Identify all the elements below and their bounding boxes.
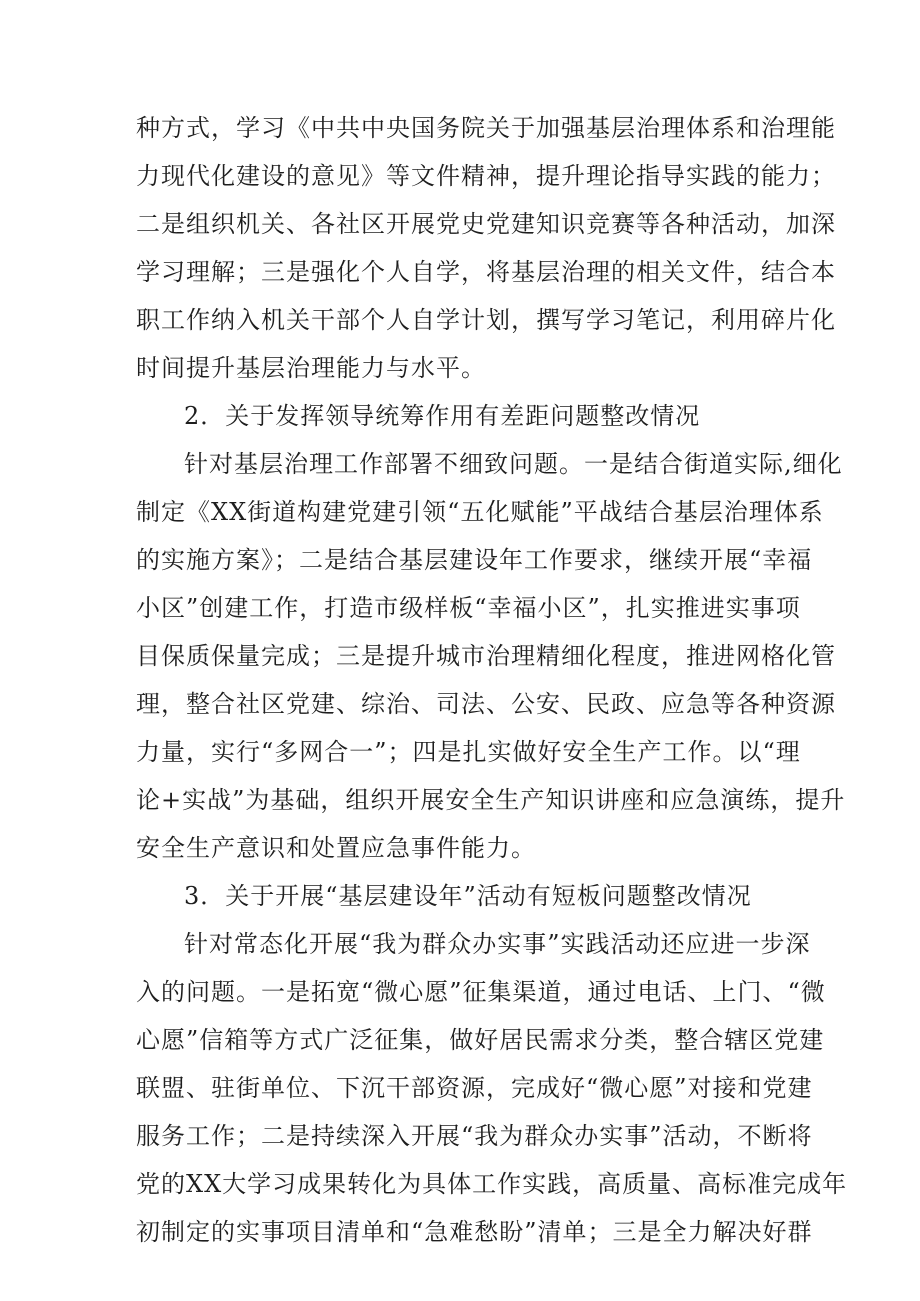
paragraph-3-line-4: 联盟、驻街单位、下沉干部资源，完成好“微心愿”对接和党建 xyxy=(136,1074,813,1102)
paragraph-2-line-4: 小区”创建工作，打造市级样板“幸福小区”，扎实推进实事项 xyxy=(136,594,801,622)
paragraph-2-line-7: 力量，实行“多网合一”；四是扎实做好安全生产工作。以“理 xyxy=(136,738,801,766)
paragraph-3-line-5: 服务工作；二是持续深入开展“我为群众办实事”活动，不断将 xyxy=(136,1122,813,1150)
paragraph-2-line-8: 论+实战”为基础，组织开展安全生产知识讲座和应急演练，提升 xyxy=(136,786,846,814)
paragraph-1-line-5: 职工作纳入机关干部个人自学计划，撰写学习笔记，利用碎片化 xyxy=(136,306,836,334)
paragraph-1-line-2: 力现代化建设的意见》等文件精神，提升理论指导实践的能力； xyxy=(136,162,836,190)
section-heading-2: 2．关于发挥领导统筹作用有差距问题整改情况 xyxy=(184,402,701,430)
paragraph-1-line-6: 时间提升基层治理能力与水平。 xyxy=(136,354,486,382)
paragraph-3-line-6: 党的XX大学习成果转化为具体工作实践，高质量、高标准完成年 xyxy=(136,1170,848,1198)
paragraph-2-line-3: 的实施方案》；二是结合基层建设年工作要求，继续开展“幸福 xyxy=(136,546,813,574)
paragraph-2-line-9: 安全生产意识和处置应急事件能力。 xyxy=(136,834,536,862)
paragraph-3-line-3: 心愿”信箱等方式广泛征集，做好居民需求分类，整合辖区党建 xyxy=(136,1026,825,1054)
paragraph-1-line-4: 学习理解；三是强化个人自学，将基层治理的相关文件，结合本 xyxy=(136,258,836,286)
paragraph-1-line-3: 二是组织机关、各社区开展党史党建知识竞赛等各种活动，加深 xyxy=(136,210,836,238)
paragraph-3-line-1: 针对常态化开展“我为群众办实事”实践活动还应进一步深 xyxy=(184,930,811,958)
paragraph-3-line-2: 入的问题。一是拓宽“微心愿”征集渠道，通过电话、上门、“微 xyxy=(136,978,826,1006)
section-heading-3: 3．关于开展“基层建设年”活动有短板问题整改情况 xyxy=(184,882,752,910)
paragraph-2-line-1: 针对基层治理工作部署不细致问题。一是结合街道实际,细化 xyxy=(184,450,843,478)
paragraph-2-line-2: 制定《XX街道构建党建引领“五化赋能”平战结合基层治理体系 xyxy=(136,498,824,526)
paragraph-2-line-5: 目保质保量完成；三是提升城市治理精细化程度，推进网格化管 xyxy=(136,642,836,670)
paragraph-3-line-7: 初制定的实事项目清单和“急难愁盼”清单；三是全力解决好群 xyxy=(136,1218,813,1246)
paragraph-1-line-1: 种方式，学习《中共中央国务院关于加强基层治理体系和治理能 xyxy=(136,114,836,142)
paragraph-2-line-6: 理，整合社区党建、综治、司法、公安、民政、应急等各种资源 xyxy=(136,690,836,718)
